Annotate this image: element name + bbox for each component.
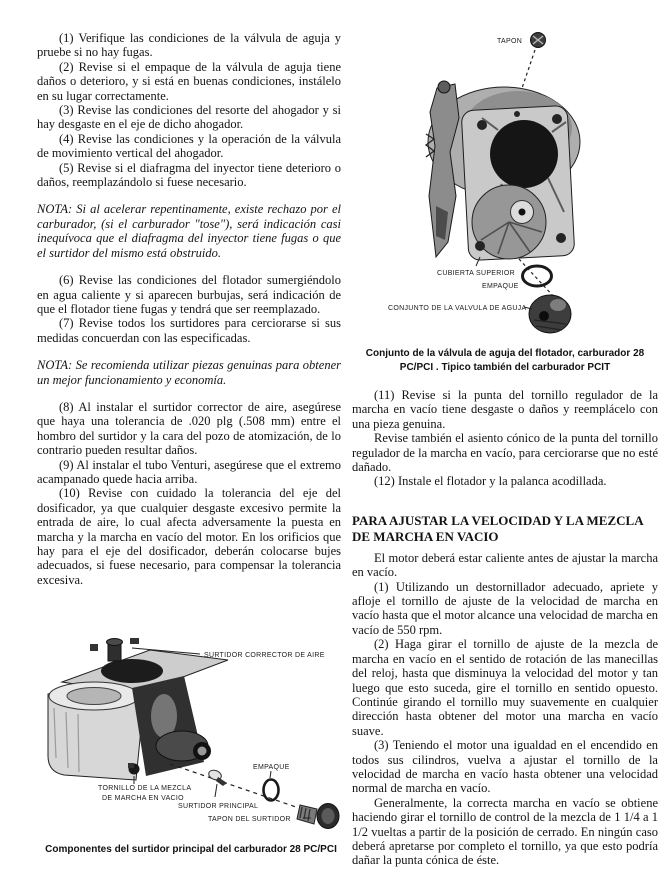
label-air-corrector-jet: SURTIDOR CORRECTOR DE AIRE [204, 652, 325, 659]
figure-main-jet-components [32, 638, 350, 840]
label-gasket: EMPAQUE [482, 283, 519, 290]
paragraph: Revise también el asiento cónico de la punta del tornillo regulador de la marcha en vacío, para cerciorarse que no esté dañado. [352, 431, 658, 475]
paragraph: (10) Revise con cuidado la tolerancia del eje del dosificador, ya que cualquier desgaste excesivo permite la entrada de aire, lo cual afecta adversamente la puesta en marcha y la marcha en vacío del motor. En los orificios que hay para el eje del dosificador, deberán colocarse bujes adecuados, si fuese necesario, para compensar la tolerancia excesiva. [37, 486, 341, 587]
label-main-jet: SURTIDOR PRINCIPAL [178, 803, 259, 810]
note-paragraph: NOTA: Se recomienda utilizar piezas genuinas para obtener un mejor funcionamiento y economía. [37, 358, 341, 387]
label-top-cover: CUBIERTA SUPERIOR [437, 270, 515, 277]
note-paragraph: NOTA: Si al acelerar repentinamente, existe rechazo por el carburador, (si el carburador "tose"), será indicación casi inequívoca que el diafragma del inyector tiene fugas o que el surtidor del mismo está obstruido. [37, 202, 341, 260]
left-column [37, 31, 341, 587]
figure-needle-valve-assembly [352, 26, 658, 342]
paragraph: (3) Revise las condiciones del resorte del ahogador y si hay desgaste en el eje de dicho ahogador. [37, 103, 341, 132]
air-horn-opening [101, 659, 163, 683]
paragraph: (3) Teniendo el motor una igualdad en el encendido en todos sus cilindros, vuelva a ajustar el tornillo de la velocidad de marcha en vacío hasta obtener una velocidad normal de marcha en vacío. [352, 738, 658, 796]
label-mixture-screw-line2: DE MARCHA EN VACIO [102, 795, 184, 802]
paragraph: (11) Revise si la punta del tornillo regulador de la marcha en vacío tiene desgaste o daños y reemplácelo con una pieza genuina. [352, 388, 658, 431]
paragraph: (5) Revise si el diafragma del inyector tiene deterioro o daños, reemplazándolo si fuese necesario. [37, 160, 341, 190]
needle-valve-part [529, 295, 571, 333]
gasket-oring [523, 266, 552, 286]
jet-plug-part [297, 804, 339, 829]
plug-screw-part [531, 33, 546, 48]
main-jet-part [207, 769, 227, 797]
paragraph: (2) Revise si el empaque de la válvula de aguja tiene daños o deterioro, y si está en buenas condiciones, instálelo en su lugar correctamente. [37, 59, 341, 103]
cover-bore [490, 120, 558, 188]
label-needle-valve: CONJUNTO DE LA VALVULA DE AGUJA [388, 305, 527, 312]
paragraph: (1) Utilizando un destornillador adecuado, apriete y afloje el tornillo de ajuste de la velocidad de marcha en vacío hasta que el motor alcance una velocidad de marcha en vacío de 550 rpm. [352, 579, 658, 637]
paragraph: (9) Al instalar el tubo Venturi, asegúrese que el extremo acampanado quede hacia arriba. [37, 457, 341, 486]
paragraph: (8) Al instalar el surtidor corrector de aire, asegúrese que haya una tolerancia de .020 plg (.508 mm) entre el hombro del surtidor y la cara del pozo de atomización, de lo contrario pueden resultar daños. [37, 399, 341, 458]
left-figure-caption: Componentes del surtidor principal del carburador 28 PC/PCI [45, 844, 337, 855]
right-column [352, 388, 658, 868]
paragraph: (12) Instale el flotador y la palanca acodillada. [374, 474, 607, 489]
label-plug: TAPON [497, 38, 523, 45]
section-heading: PARA AJUSTAR LA VELOCIDAD Y LA MEZCLA DE MARCHA EN VACIO [352, 512, 643, 544]
paragraph: (6) Revise las condiciones del flotador sumergiéndolo en agua caliente y si aparecen burbujas, será indicación de que el flotador tiene fugas y tendrá que ser reemplazado. [37, 273, 341, 316]
gasket-oring [264, 780, 279, 801]
paragraph: (4) Revise las condiciones y la operación de la válvula de movimiento vertical del ahogador. [37, 131, 341, 161]
right-figure-caption: Conjunto de la válvula de aguja del flotador, carburador 28 PC/PCI . Tipico también del carburador PCIT [365, 348, 645, 373]
paragraph: (1) Verifique las condiciones de la válvula de aguja y pruebe si no hay fugas. [37, 31, 341, 60]
label-gasket: EMPAQUE [253, 764, 290, 771]
paragraph: El motor deberá estar caliente antes de ajustar la marcha en vacío. [352, 550, 658, 580]
label-mixture-screw-line1: TORNILLO DE LA MEZCLA [98, 785, 192, 792]
paragraph: (2) Haga girar el tornillo de ajuste de la mezcla de marcha en vacío en el sentido de rotación de las manecillas del reloj, hasta que disminuya la velocidad del motor y tan luego que esto suceda, gire el tornillo en sentido opuesto. Continúe girando el tornillo muy suavemente en cualquier dirección hasta obtener del motor una marcha en vacío suave. [352, 637, 658, 738]
paragraph: Generalmente, la correcta marcha en vacío se obtiene haciendo girar el tornillo de control de la mezcla de 1 1/4 a 1 1/2 vueltas a partir de la posición de cerrado. En ningún caso deberá apretarse por completo el tornillo, ya que esto podría dañar la punta cónica de éste. [352, 795, 658, 868]
label-jet-plug: TAPON DEL SURTIDOR [208, 816, 291, 823]
paragraph: (7) Revise todos los surtidores para cerciorarse si sus medidas concuerdan con las especificadas. [37, 316, 341, 345]
